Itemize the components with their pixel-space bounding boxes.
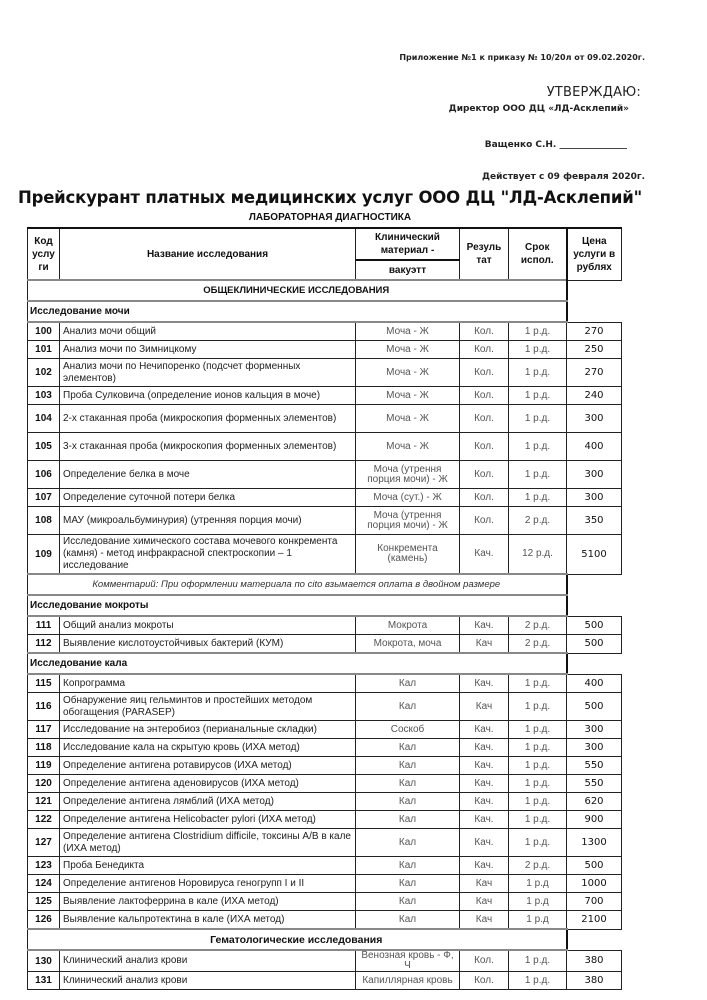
execution-term: 1 р.д.: [509, 775, 567, 793]
column-header-price: Цена услуги в рублях: [567, 228, 622, 280]
result-type: Кач.: [460, 811, 509, 829]
result-type: Кач.: [460, 829, 509, 857]
result-type: Кол.: [460, 433, 509, 461]
execution-term: 2 р.д.: [509, 857, 567, 875]
result-type: Кол.: [460, 972, 509, 990]
table-row: [28, 829, 622, 857]
service-price: 400: [567, 674, 622, 693]
appendix-note: Приложение №1 к приказу № 10/20л от 09.02.2020г.: [399, 53, 645, 62]
service-name: Определение антигена аденовирусов (ИХА метод): [60, 775, 356, 793]
group-title: Исследование кала: [28, 653, 567, 674]
service-name: Определение белка в моче: [60, 461, 356, 489]
clinical-material: Кал: [356, 875, 460, 893]
result-type: Кач: [460, 911, 509, 930]
service-price: 300: [567, 461, 622, 489]
clinical-material: Кал: [356, 793, 460, 811]
column-header-material-tube: вакуэтт: [356, 260, 460, 280]
result-type: Кач: [460, 635, 509, 654]
result-type: Кол.: [460, 387, 509, 405]
service-price: 1300: [567, 829, 622, 857]
service-name: Исследование химического состава мочевого конкремента (камня) - метод инфракрасной спектроскопии – 1 исследование: [60, 535, 356, 575]
service-code: 116: [28, 693, 60, 721]
service-code: 130: [28, 950, 60, 972]
clinical-material: Моча - Ж: [356, 387, 460, 405]
price-column-spacer: [567, 574, 622, 595]
table-row: [28, 359, 622, 387]
clinical-material: Кал: [356, 739, 460, 757]
result-type: Кол.: [460, 507, 509, 535]
clinical-material: Кал: [356, 693, 460, 721]
price-list-body: [28, 280, 622, 990]
service-code: 101: [28, 341, 60, 359]
service-price: 380: [567, 950, 622, 972]
execution-term: 1 р.д: [509, 911, 567, 930]
valid-from-date: Действует с 09 февраля 2020г.: [481, 172, 645, 182]
table-row: [28, 674, 622, 693]
column-header-name: Название исследования: [60, 228, 356, 280]
service-name: Определение антигена лямблий (ИХА метод): [60, 793, 356, 811]
service-name: Клинический анализ крови: [60, 972, 356, 990]
price-column-spacer: [567, 653, 622, 674]
table-row: [28, 616, 622, 635]
service-code: 107: [28, 489, 60, 507]
service-name: Анализ мочи по Зимницкому: [60, 341, 356, 359]
table-row: [28, 405, 622, 433]
result-type: Кач: [460, 893, 509, 911]
execution-term: 1 р.д: [509, 875, 567, 893]
clinical-material: Мокрота, моча: [356, 635, 460, 654]
execution-term: 2 р.д.: [509, 635, 567, 654]
service-price: 2100: [567, 911, 622, 930]
clinical-material: Кал: [356, 829, 460, 857]
service-name: Выявление лактоферрина в кале (ИХА метод): [60, 893, 356, 911]
execution-term: 12 р.д.: [509, 535, 567, 575]
service-code: 117: [28, 721, 60, 739]
approval-heading: УТВЕРЖДАЮ:: [546, 85, 641, 100]
service-price: 500: [567, 857, 622, 875]
service-code: 124: [28, 875, 60, 893]
execution-term: 1 р.д.: [509, 693, 567, 721]
column-header-result: Резуль тат: [460, 228, 509, 280]
service-name: Исследование на энтеробиоз (перианальные складки): [60, 721, 356, 739]
service-code: 104: [28, 405, 60, 433]
service-code: 108: [28, 507, 60, 535]
service-code: 119: [28, 757, 60, 775]
result-type: Кач.: [460, 739, 509, 757]
group-header: [28, 595, 622, 616]
service-name: Клинический анализ крови: [60, 950, 356, 972]
execution-term: 1 р.д.: [509, 950, 567, 972]
execution-term: 1 р.д.: [509, 461, 567, 489]
clinical-material: Кал: [356, 674, 460, 693]
table-row: [28, 461, 622, 489]
clinical-material: Конкремента (камень): [356, 535, 460, 575]
service-code: 122: [28, 811, 60, 829]
table-row: [28, 535, 622, 575]
result-type: Кол.: [460, 322, 509, 341]
comment-row: [28, 574, 622, 595]
column-header-code: Код услу ги: [28, 228, 60, 280]
execution-term: 1 р.д.: [509, 405, 567, 433]
table-row: [28, 893, 622, 911]
service-name: Исследование кала на скрытую кровь (ИХА метод): [60, 739, 356, 757]
service-price: 300: [567, 721, 622, 739]
result-type: Кол.: [460, 461, 509, 489]
service-price: 380: [567, 972, 622, 990]
table-row: [28, 911, 622, 930]
clinical-material: Моча (сут.) - Ж: [356, 489, 460, 507]
execution-term: 1 р.д.: [509, 489, 567, 507]
table-row: [28, 322, 622, 341]
service-code: 125: [28, 893, 60, 911]
service-code: 103: [28, 387, 60, 405]
section-header: [28, 280, 622, 301]
group-header: [28, 653, 622, 674]
service-code: 105: [28, 433, 60, 461]
result-type: Кач.: [460, 757, 509, 775]
result-type: Кач.: [460, 775, 509, 793]
clinical-material: Моча (утрення порция мочи) - Ж: [356, 461, 460, 489]
execution-term: 1 р.д.: [509, 721, 567, 739]
service-code: 115: [28, 674, 60, 693]
service-name: Копрограмма: [60, 674, 356, 693]
table-row: [28, 387, 622, 405]
table-row: [28, 341, 622, 359]
table-row: [28, 793, 622, 811]
service-price: 350: [567, 507, 622, 535]
execution-term: 2 р.д.: [509, 616, 567, 635]
price-column-spacer: [567, 301, 622, 322]
result-type: Кач.: [460, 793, 509, 811]
clinical-material: Кал: [356, 857, 460, 875]
service-price: 300: [567, 739, 622, 757]
column-header-material: Клинический материал -: [356, 228, 460, 260]
clinical-material: Моча - Ж: [356, 359, 460, 387]
service-price: 300: [567, 405, 622, 433]
service-price: 1000: [567, 875, 622, 893]
table-row: [28, 775, 622, 793]
execution-term: 1 р.д.: [509, 433, 567, 461]
service-code: 126: [28, 911, 60, 930]
clinical-material: Моча - Ж: [356, 322, 460, 341]
clinical-material: Соскоб: [356, 721, 460, 739]
group-header: [28, 929, 622, 950]
execution-term: 1 р.д.: [509, 739, 567, 757]
table-row: [28, 693, 622, 721]
result-type: Кол.: [460, 489, 509, 507]
service-code: 111: [28, 616, 60, 635]
execution-term: 1 р.д.: [509, 757, 567, 775]
signature-line: Ващенко С.Н. _______________: [484, 140, 627, 150]
service-name: Определение антигенов Норовируса геногрупп I и II: [60, 875, 356, 893]
service-name: Выявление кислотоустойчивых бактерий (КУМ): [60, 635, 356, 654]
service-price: 500: [567, 635, 622, 654]
execution-term: 1 р.д: [509, 893, 567, 911]
result-type: Кач.: [460, 616, 509, 635]
table-row: [28, 433, 622, 461]
clinical-material: Моча - Ж: [356, 405, 460, 433]
service-price: 550: [567, 757, 622, 775]
service-name: МАУ (микроальбуминурия) (утренняя порция мочи): [60, 507, 356, 535]
execution-term: 1 р.д.: [509, 322, 567, 341]
column-header-term: Срок испол.: [509, 228, 567, 280]
table-row: [28, 721, 622, 739]
result-type: Кач.: [460, 674, 509, 693]
service-code: 118: [28, 739, 60, 757]
service-code: 131: [28, 972, 60, 990]
service-name: Обнаружение яиц гельминтов и простейших методом обогащения (PARASEP): [60, 693, 356, 721]
clinical-material: Капиллярная кровь: [356, 972, 460, 990]
execution-term: 1 р.д.: [509, 793, 567, 811]
service-price: 270: [567, 322, 622, 341]
clinical-material: Кал: [356, 775, 460, 793]
table-row: [28, 972, 622, 990]
clinical-material: Моча - Ж: [356, 341, 460, 359]
service-code: 112: [28, 635, 60, 654]
execution-term: 1 р.д.: [509, 387, 567, 405]
group-title: Гематологические исследования: [28, 929, 567, 950]
execution-term: 1 р.д.: [509, 811, 567, 829]
service-name: Проба Сулковича (определение ионов кальция в моче): [60, 387, 356, 405]
group-title: Исследование мокроты: [28, 595, 567, 616]
service-price: 500: [567, 616, 622, 635]
service-name: 3-х стаканная проба (микроскопия форменных элементов): [60, 433, 356, 461]
service-code: 127: [28, 829, 60, 857]
execution-term: 1 р.д.: [509, 341, 567, 359]
price-column-spacer: [567, 595, 622, 616]
execution-term: 1 р.д.: [509, 972, 567, 990]
table-row: [28, 875, 622, 893]
service-price: 250: [567, 341, 622, 359]
result-type: Кач.: [460, 857, 509, 875]
clinical-material: Кал: [356, 757, 460, 775]
execution-term: 1 р.д.: [509, 829, 567, 857]
table-row: [28, 739, 622, 757]
result-type: Кач: [460, 693, 509, 721]
service-name: Определение суточной потери белка: [60, 489, 356, 507]
result-type: Кач: [460, 875, 509, 893]
service-price: 550: [567, 775, 622, 793]
service-code: 121: [28, 793, 60, 811]
service-price: 500: [567, 693, 622, 721]
table-row: [28, 811, 622, 829]
service-price: 300: [567, 489, 622, 507]
result-type: Кол.: [460, 359, 509, 387]
section-title: ОБЩЕКЛИНИЧЕСКИЕ ИССЛЕДОВАНИЯ: [28, 280, 567, 301]
service-name: Анализ мочи по Нечипоренко (подсчет форменных элементов): [60, 359, 356, 387]
execution-term: 1 р.д.: [509, 674, 567, 693]
group-title: Исследование мочи: [28, 301, 567, 322]
service-price: 240: [567, 387, 622, 405]
service-name: Выявление кальпротектина в кале (ИХА метод): [60, 911, 356, 930]
service-code: 123: [28, 857, 60, 875]
service-price: 400: [567, 433, 622, 461]
price-column-spacer: [567, 929, 622, 950]
service-price: 700: [567, 893, 622, 911]
service-name: Определение антигена Helicobacter pylori (ИХА метод): [60, 811, 356, 829]
service-code: 100: [28, 322, 60, 341]
result-type: Кол.: [460, 950, 509, 972]
result-type: Кол.: [460, 341, 509, 359]
service-code: 109: [28, 535, 60, 575]
service-name: Определение антигена ротавирусов (ИХА метод): [60, 757, 356, 775]
document-subtitle: ЛАБОРАТОРНАЯ ДИАГНОСТИКА: [248, 212, 412, 223]
service-code: 120: [28, 775, 60, 793]
service-code: 106: [28, 461, 60, 489]
service-price: 900: [567, 811, 622, 829]
service-price: 270: [567, 359, 622, 387]
clinical-material: Кал: [356, 893, 460, 911]
service-code: 102: [28, 359, 60, 387]
clinical-material: Кал: [356, 811, 460, 829]
execution-term: 1 р.д.: [509, 359, 567, 387]
result-type: Кач.: [460, 535, 509, 575]
clinical-material: Моча (утрення порция мочи) - Ж: [356, 507, 460, 535]
service-name: Анализ мочи общий: [60, 322, 356, 341]
table-row: [28, 950, 622, 972]
table-row: [28, 507, 622, 535]
table-row: [28, 757, 622, 775]
table-row: [28, 489, 622, 507]
service-name: Определение антигена Clostridium difficile, токсины A/B в кале (ИХА метод): [60, 829, 356, 857]
director-line: Директор ООО ДЦ «ЛД-Асклепий»: [448, 104, 629, 114]
document-title: Прейскурант платных медицинских услуг ООО ДЦ "ЛД-Асклепий": [17, 188, 643, 207]
service-name: 2-х стаканная проба (микроскопия форменных элементов): [60, 405, 356, 433]
table-row: [28, 857, 622, 875]
price-list-table: [27, 227, 622, 990]
service-name: Общий анализ мокроты: [60, 616, 356, 635]
clinical-material: Кал: [356, 911, 460, 930]
result-type: Кол.: [460, 405, 509, 433]
service-price: 620: [567, 793, 622, 811]
clinical-material: Моча - Ж: [356, 433, 460, 461]
group-header: [28, 301, 622, 322]
table-row: [28, 635, 622, 654]
result-type: Кач.: [460, 721, 509, 739]
service-name: Проба Бенедикта: [60, 857, 356, 875]
execution-term: 2 р.д.: [509, 507, 567, 535]
clinical-material: Мокрота: [356, 616, 460, 635]
group-title: Комментарий: При оформлении материала по cito взымается оплата в двойном размере: [28, 574, 567, 595]
service-price: 5100: [567, 535, 622, 575]
clinical-material: Венозная кровь - Ф, Ч: [356, 950, 460, 972]
